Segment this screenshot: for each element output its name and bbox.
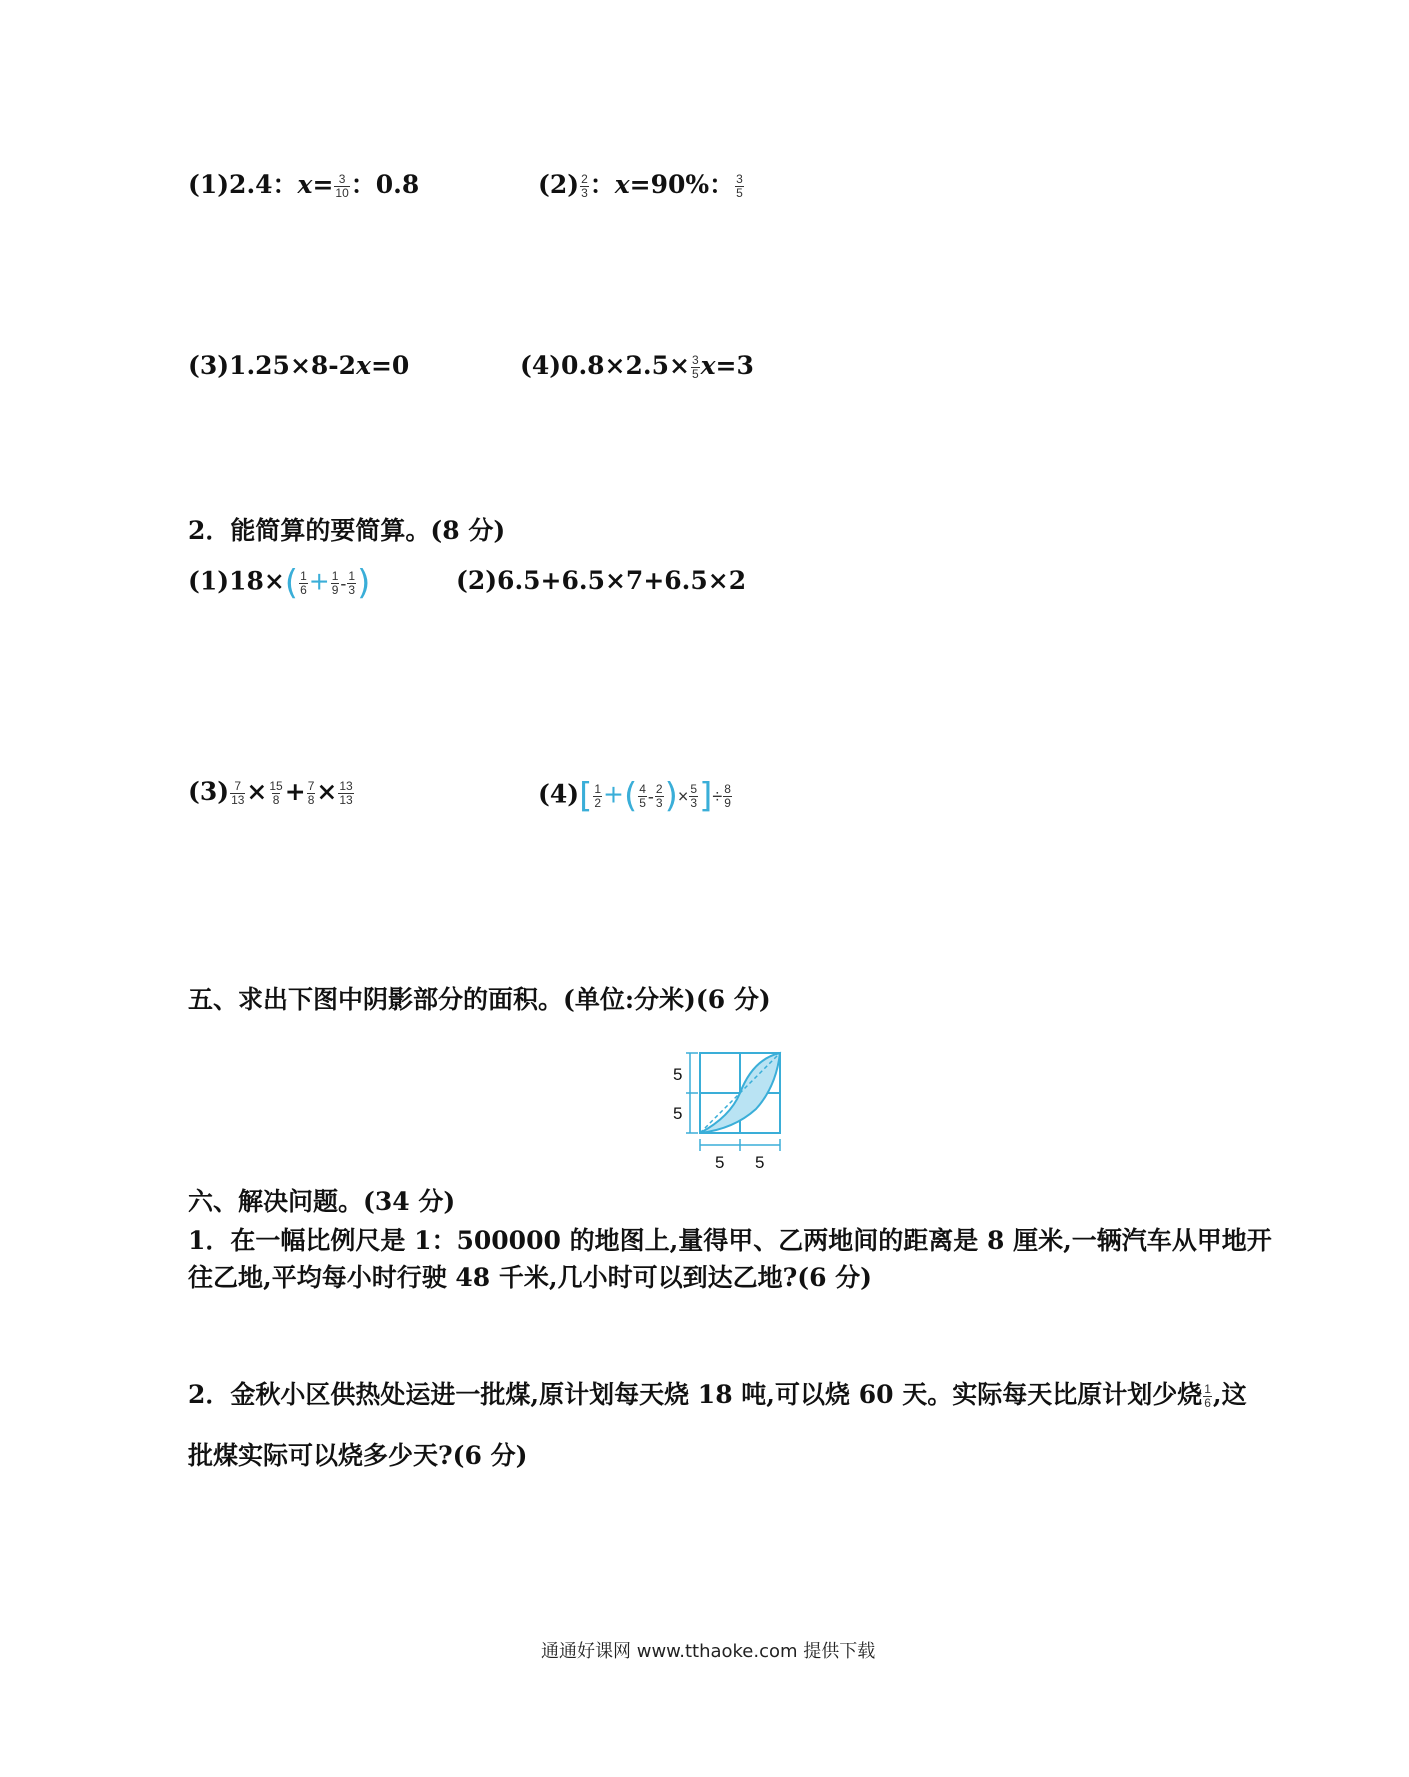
fraction bbox=[593, 783, 602, 809]
fraction-denominator: 13 bbox=[339, 793, 353, 807]
fraction-denominator: 3 bbox=[655, 795, 663, 810]
problem-1-line-1: 1．在一幅比例尺是 1：500000 的地图上,量得甲、乙两地间的距离是 8 厘米,一辆汽车从甲地开 bbox=[188, 1226, 1272, 1255]
problem-1-line-2: 往乙地,平均每小时行驶 48 千米,几小时可以到达乙地?(6 分) bbox=[188, 1263, 873, 1292]
section-5-title: 五、求出下图中阴影部分的面积。(单位:分米)(6 分) bbox=[188, 985, 771, 1014]
fraction-denominator: 3 bbox=[348, 582, 356, 597]
section-6-title: 六、解决问题。(34 分) bbox=[188, 1187, 456, 1216]
fraction-denominator: 2 bbox=[594, 795, 602, 810]
equation-1-suffix: ：0.8 bbox=[350, 170, 420, 199]
fraction-denominator: 9 bbox=[724, 795, 731, 810]
footer-text: 通通好课网 www.tthaoke.com 提供下载 bbox=[541, 1641, 876, 1662]
fraction-denominator: 9 bbox=[331, 582, 339, 597]
equation-1 bbox=[188, 172, 419, 200]
fraction-numerator: 2 bbox=[655, 781, 663, 796]
equation-4-suffix: =3 bbox=[715, 351, 754, 380]
fraction bbox=[338, 780, 353, 806]
equation-2 bbox=[538, 172, 745, 200]
fraction-numerator: 3 bbox=[691, 353, 699, 368]
right-paren-icon: ) bbox=[357, 563, 371, 603]
fraction-numerator: 1 bbox=[348, 568, 356, 583]
simplify-1-prefix: (1)18× bbox=[188, 566, 285, 596]
fraction-denominator: 8 bbox=[307, 793, 315, 807]
equation-1-var: x bbox=[297, 170, 313, 199]
simplify-1 bbox=[188, 563, 371, 603]
fraction bbox=[689, 783, 698, 809]
equation-4-prefix: (4)0.8×2.5× bbox=[520, 351, 690, 380]
fraction bbox=[691, 354, 700, 380]
fraction-numerator: 1 bbox=[300, 568, 307, 583]
fraction-numerator: 1 bbox=[594, 781, 602, 796]
fraction bbox=[1203, 1383, 1212, 1409]
fraction bbox=[331, 570, 340, 596]
question-2-title: 2．能简算的要简算。(8 分) bbox=[188, 516, 506, 545]
equation-4 bbox=[520, 353, 754, 381]
fraction bbox=[580, 173, 589, 199]
equation-4-var: x bbox=[700, 351, 716, 380]
simplify-2: (2)6.5+6.5×7+6.5×2 bbox=[456, 566, 747, 595]
equation-3 bbox=[188, 353, 409, 378]
label-bottom-left: 5 bbox=[715, 1153, 725, 1172]
right-paren-icon: ) bbox=[664, 776, 678, 816]
fraction bbox=[299, 570, 308, 596]
times-sign: × bbox=[316, 777, 338, 806]
equation-2-prefix: (2) bbox=[538, 170, 580, 199]
fraction-numerator: 7 bbox=[307, 779, 315, 794]
fraction-numerator: 2 bbox=[581, 172, 588, 187]
simplify-4-prefix: (4) bbox=[538, 779, 580, 809]
divide-sign: ÷ bbox=[712, 786, 723, 807]
plus-sign: + bbox=[603, 779, 624, 809]
left-paren-icon: ( bbox=[284, 563, 299, 603]
fraction-numerator: 1 bbox=[1204, 1382, 1211, 1397]
left-bracket-icon: [ bbox=[579, 776, 593, 816]
equation-1-prefix: (1)2.4： bbox=[188, 170, 298, 199]
problem-2-line-1 bbox=[188, 1382, 1247, 1410]
equation-3-suffix: =0 bbox=[370, 351, 410, 380]
equation-2-ratio-sign: ： bbox=[589, 170, 615, 199]
fraction-numerator: 1 bbox=[331, 568, 339, 583]
equation-2-var: x bbox=[614, 170, 630, 199]
problem-2-line-2: 批煤实际可以烧多少天?(6 分) bbox=[188, 1441, 528, 1470]
fraction-denominator: 6 bbox=[300, 582, 307, 597]
minus-sign: - bbox=[340, 573, 347, 594]
problem-2-text-end: ,这 bbox=[1212, 1380, 1247, 1409]
fraction-numerator: 4 bbox=[639, 781, 646, 796]
right-bracket-icon: ] bbox=[699, 776, 713, 816]
plus-sign: + bbox=[284, 777, 306, 806]
fraction-denominator: 5 bbox=[639, 795, 646, 810]
left-paren-icon: ( bbox=[623, 776, 638, 816]
label-left-bottom: 5 bbox=[673, 1104, 683, 1123]
fraction bbox=[230, 780, 245, 806]
times-sign: × bbox=[246, 777, 268, 806]
fraction-numerator: 3 bbox=[736, 172, 743, 187]
fraction bbox=[723, 783, 732, 809]
fraction-numerator: 3 bbox=[338, 172, 346, 187]
equation-1-eq: = bbox=[312, 170, 334, 199]
fraction bbox=[735, 173, 744, 199]
fraction bbox=[638, 783, 647, 809]
fraction bbox=[655, 783, 664, 809]
fraction-numerator: 15 bbox=[269, 779, 283, 794]
fraction-denominator: 3 bbox=[581, 186, 588, 200]
label-left-top: 5 bbox=[673, 1065, 683, 1084]
fraction-numerator: 5 bbox=[690, 781, 698, 796]
minus-sign: - bbox=[647, 786, 654, 807]
simplify-4 bbox=[538, 776, 733, 816]
label-bottom-right: 5 bbox=[755, 1153, 765, 1172]
fraction-denominator: 5 bbox=[736, 186, 743, 200]
fraction bbox=[347, 570, 356, 596]
fraction-numerator: 7 bbox=[234, 779, 242, 794]
simplify-3-prefix: (3) bbox=[188, 777, 230, 806]
fraction bbox=[334, 173, 349, 199]
equation-2-rest: =90%： bbox=[629, 170, 735, 199]
simplify-3 bbox=[188, 779, 355, 807]
shaded-area-figure bbox=[668, 1043, 798, 1178]
fraction-numerator: 13 bbox=[339, 779, 353, 794]
fraction-denominator: 8 bbox=[272, 793, 280, 807]
fraction-denominator: 6 bbox=[1204, 1396, 1211, 1410]
fraction-denominator: 3 bbox=[690, 795, 698, 810]
problem-2-text: 2．金秋小区供热处运进一批煤,原计划每天烧 18 吨,可以烧 60 天。实际每天比原计划少烧 bbox=[188, 1380, 1203, 1409]
fraction-numerator: 8 bbox=[724, 781, 731, 796]
fraction-denominator: 5 bbox=[691, 367, 699, 381]
fraction-denominator: 13 bbox=[231, 793, 245, 807]
times-sign: × bbox=[677, 786, 689, 807]
plus-sign: + bbox=[308, 566, 330, 596]
fraction-denominator: 10 bbox=[335, 186, 349, 200]
fraction bbox=[268, 780, 283, 806]
equation-3-prefix: (3)1.25×8-2 bbox=[188, 351, 357, 380]
equation-3-var: x bbox=[356, 351, 371, 380]
fraction bbox=[307, 780, 316, 806]
